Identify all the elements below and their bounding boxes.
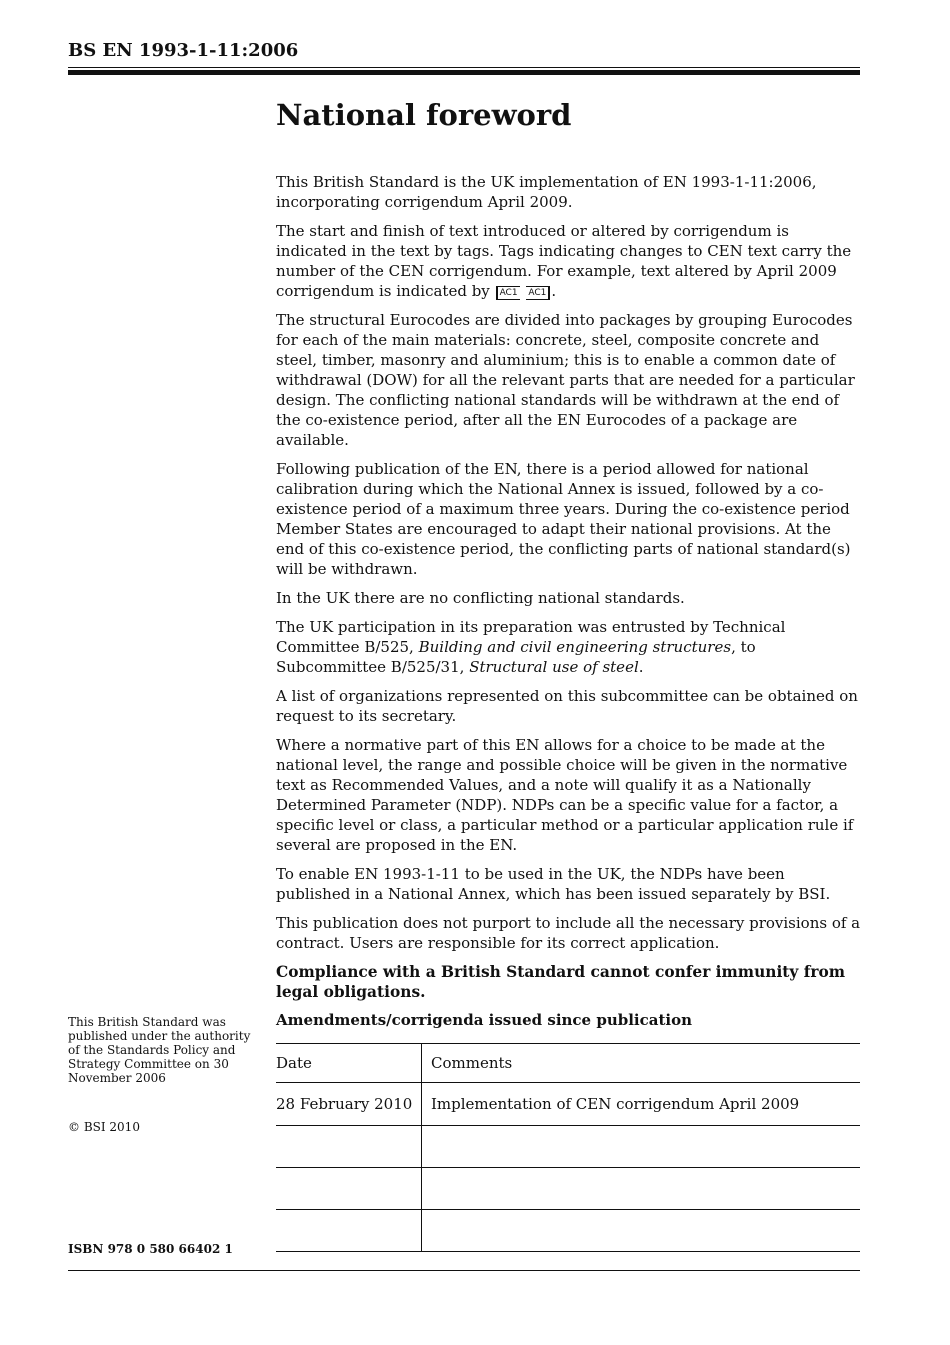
table-header-row [276,1044,860,1083]
paragraph: In the UK there are no conflicting national standards. [276,589,685,607]
amendment-comment [422,1126,861,1168]
header-rule-thin [68,67,860,68]
committee-name: Building and civil engineering structures [418,638,732,656]
table-row [276,1126,860,1168]
amendment-comment [422,1168,861,1210]
amendment-date [276,1210,422,1252]
standard-number: BS EN 1993-1-11:2006 [68,40,299,61]
table-row [276,1168,860,1210]
corrigendum-close-tag-icon: AC1 [526,286,550,300]
paragraph: Following publication of the EN, there is a period allowed for national calibration during which the National Annex is issued, followed by a co-existence period of a maximum three years. During the co-existence period Member States are encouraged to adapt their national provisions. At the end of this co-existence period, the conflicting parts of national standard(s) will be withdrawn. [276,460,851,578]
amendment-comment [422,1210,861,1252]
column-header-comments: Comments [422,1044,861,1083]
table-row [276,1083,860,1126]
subcommittee-name: Structural use of steel [469,658,639,676]
paragraph: This publication does not purport to include all the necessary provisions of a contract. Users are responsible for its correct application. [276,914,861,952]
paragraph: The structural Eurocodes are divided into packages by grouping Eurocodes for each of the main materials: concrete, steel, composite concrete and steel, timber, masonry and aluminium; this is to enable a common date of withdrawal (DOW) for all the relevant parts that are needed for a particular design. The conflicting national standards will be withdrawn at the end of the co-existence period, after all the EN Eurocodes of a package are available. [276,311,855,449]
amendment-date [276,1126,422,1168]
amendments-title: Amendments/corrigenda issued since publication [276,1011,692,1029]
paragraph-corrigendum-tags: The start and finish of text introduced or altered by corrigendum is indicated in the text by tags. Tags indicating changes to CEN text carry the number of the CEN corrigendum. For example, text altered by April 2009 corrigendum is indicated by AC1 AC1 . [276,222,852,300]
isbn: ISBN 978 0 580 66402 1 [68,1242,233,1256]
header-rule-thick [68,70,860,75]
paragraph: Where a normative part of this EN allows for a choice to be made at the national level, the range and possible choice will be given in the normative text as Recommended Values, and a note will qualify it as a Nationally Determined Parameter (NDP). NDPs can be a specific value for a factor, a specific level or class, a particular method or a particular application rule if several are proposed in the EN. [276,736,854,854]
copyright: © BSI 2010 [68,1120,140,1134]
footer-rule [68,1270,860,1271]
amendments-table [276,1043,860,1252]
page-title: National foreword [276,98,572,132]
paragraph: A list of organizations represented on this subcommittee can be obtained on request to its secretary. [276,687,858,725]
amendment-comment: Implementation of CEN corrigendum April 2009 [422,1083,861,1126]
paragraph-committee: The UK participation in its preparation was entrusted by Technical Committee B/525, Building and civil engineering structures, to Subcommittee B/525/31, Structural use of steel. [276,618,786,676]
paragraph: To enable EN 1993-1-11 to be used in the UK, the NDPs have been published in a National Annex, which has been issued separately by BSI. [276,865,831,903]
publication-note: This British Standard was published under the authority of the Standards Policy and Strategy Committee on 30 November 2006 [68,1015,251,1085]
table-row [276,1210,860,1252]
corrigendum-open-tag-icon: AC1 [496,286,520,300]
column-header-date: Date [276,1044,422,1083]
amendment-date: 28 February 2010 [276,1083,422,1126]
compliance-statement: Compliance with a British Standard cannot confer immunity from legal obligations. [276,963,845,1001]
foreword-body [276,172,862,1011]
amendment-date [276,1168,422,1210]
paragraph: This British Standard is the UK implementation of EN 1993-1-11:2006, incorporating corrigendum April 2009. [276,173,817,211]
